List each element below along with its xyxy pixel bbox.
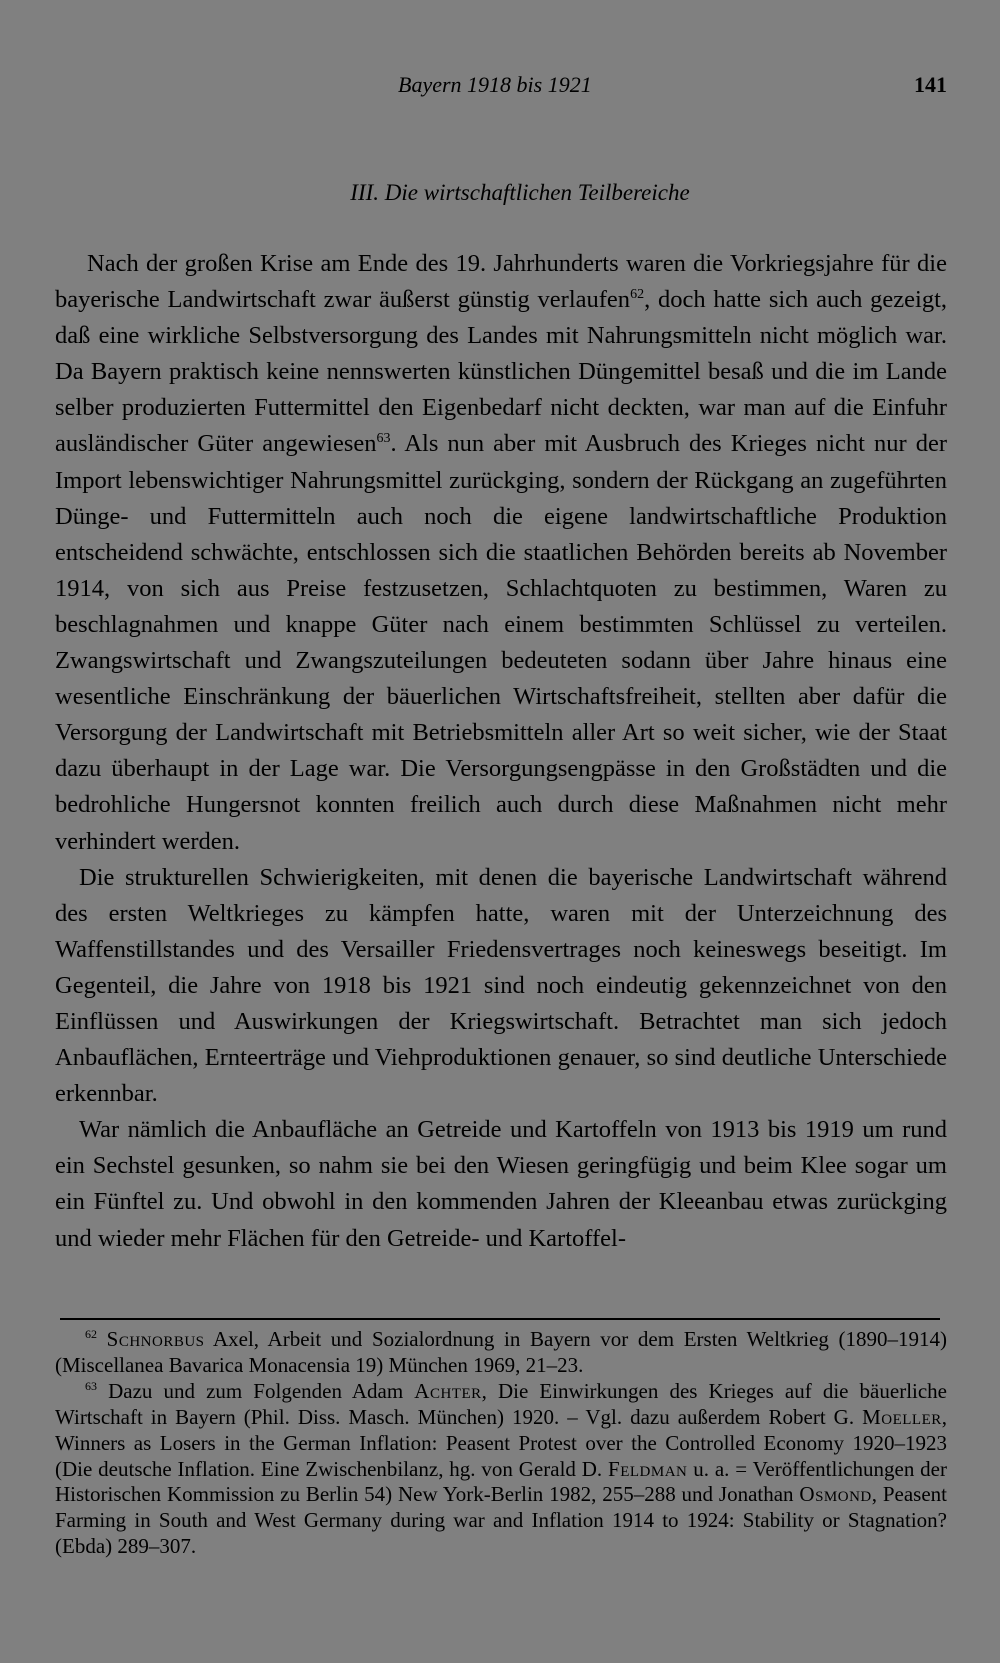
- footnote-text-e: , Peasent Farming in South and West Germany during war and Inflation 1914 to 1924: Stability or Stagnation? (Ebda) 289–307.: [55, 1482, 947, 1559]
- paragraph-3: War nämlich die Anbaufläche an Getreide und Kartoffeln von 1913 bis 1919 um rund ein Sechstel gesunken, so nahm sie bei den Wiesen geringfügig und beim Klee sogar um ein Fünftel zu. Und obwohl in den kommenden Jahren der Kleeanbau etwas zurückging und wieder mehr Flächen für den Getreide- und Kartoffel-: [55, 1116, 947, 1252]
- footnote-63: [55, 1379, 947, 1560]
- footnote-text-a: Dazu und zum Folgenden Adam: [97, 1378, 415, 1403]
- paragraph-2: Die strukturellen Schwierigkeiten, mit denen die bayerische Landwirtschaft während des ersten Weltkrieges zu kämpfen hatte, waren mit der Unterzeichnung des Waffenstillstandes und des Versailler Friedensvertrages noch keineswegs beseitigt. Im Gegenteil, die Jahre von 1918 bis 1921 sind noch eindeutig gekennzeichnet von den Einflüssen und Auswirkungen der Kriegswirtschaft. Betrachtet man sich jedoch Anbauflächen, Ernteerträge und Viehproduktionen genauer, so sind deutliche Unterschiede erkennbar.: [55, 863, 947, 1108]
- footnote-number: 62: [85, 1327, 97, 1341]
- footnote-text-c: , Winners as Losers in the German Inflation: Peasent Protest over the Controlled Economy 1920–1923 (Die deutsche Inflation. Eine Zwischenbilanz, hg. von Gerald D.: [55, 1404, 947, 1481]
- page-number: 141: [914, 72, 947, 97]
- footnote-number: 63: [85, 1378, 97, 1393]
- footnote-author-feldman: Feldman: [608, 1456, 688, 1481]
- footnote-ref-63: 63: [376, 431, 391, 447]
- footnote-62: [55, 1327, 947, 1379]
- footnotes: [55, 1327, 947, 1560]
- section-heading: III. Die wirtschaftlichen Teilbereiche: [350, 180, 690, 205]
- footnote-text-b: , Die Einwirkungen des Krieges auf die bäuerliche Wirtschaft in Bayern (Phil. Diss. Masch. München) 1920. – Vgl. dazu außerdem Robert G.: [55, 1378, 947, 1429]
- paragraph-1-text-a: Nach der großen Krise am Ende des 19. Jahrhunderts waren die Vorkriegsjahre für die bayerische Landwirtschaft zwar äußerst günstig verlaufen: [55, 250, 947, 314]
- footnote-author-achter: Achter: [414, 1378, 482, 1403]
- footnote-rule: [60, 1318, 940, 1320]
- paragraph-1-text-c: . Als nun aber mit Ausbruch des Krieges nicht nur der Import lebenswichtiger Nahrungsmittel zurückging, sondern der Rückgang an zugeführten Dünge- und Futtermitteln auch noch die eigene landwirtschaftliche Produktion entscheidend schwächte, entschlossen sich die staatlichen Behörden bereits ab November 1914, von sich aus Preise festzusetzen, Schlachtquoten zu bestimmen, Waren zu beschlagnahmen und knappe Güter nach einem bestimmten Schlüssel zu verteilen. Zwangswirtschaft und Zwangszuteilungen bedeuteten sodann über Jahre hinaus eine wesentliche Einschränkung der bäuerlichen Wirtschaftsfreiheit, stellten aber dafür die Versorgung der Landwirtschaft mit Betriebsmitteln aller Art so weit sicher, wie der Staat dazu überhaupt in der Lage war. Die Versorgungsengpässe in den Großstädten und die bedrohliche Hungersnot konnten freilich auch durch diese Maßnahmen nicht mehr verhindert werden.: [55, 430, 948, 855]
- paragraph-1: [55, 246, 947, 860]
- footnote-text: Axel, Arbeit und Sozialordnung in Bayern vor dem Ersten Weltkrieg (1890–1914) (Miscellanea Bavarica Monacensia 19) München 1969, 21–23.: [55, 1327, 948, 1377]
- footnote-author-osmond: Osmond: [799, 1482, 872, 1507]
- running-header: [0, 68, 1000, 104]
- footnote-author-moeller: Moeller: [862, 1404, 942, 1429]
- body-text: [55, 246, 947, 1257]
- paragraph-1-text-b: , doch hatte sich auch gezeigt, daß eine wirkliche Selbstversorgung des Landes mit Nahrungsmitteln nicht möglich war. Da Bayern praktisch keine nennswerten künstlichen Düngemittel besaß und die im Lande selber produzierten Futtermittel den Eigenbedarf nicht deckten, war man auf die Einfuhr ausländischer Güter angewiesen: [55, 286, 948, 458]
- footnote-author: Schnorbus: [106, 1327, 205, 1351]
- footnote-text-d: u. a. = Veröffentlichungen der Historischen Kommission zu Berlin 54) New York-Berlin 1982, 255–288 und Jonathan: [55, 1456, 947, 1507]
- running-title: Bayern 1918 bis 1921: [398, 72, 592, 97]
- footnote-ref-62: 62: [630, 287, 645, 303]
